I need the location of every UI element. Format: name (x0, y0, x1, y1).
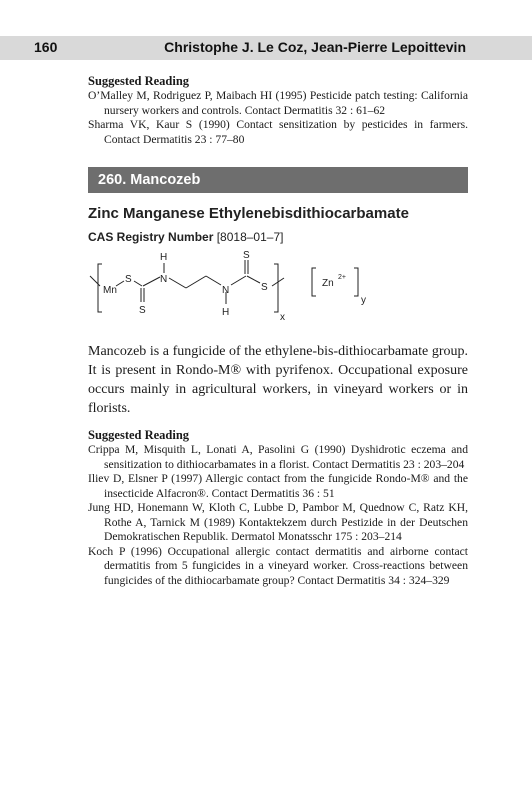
zn-label: Zn (322, 278, 334, 289)
y-subscript: y (361, 295, 366, 306)
n-label-2: N (222, 285, 230, 296)
n-c-bond (231, 276, 246, 285)
section-title-band (88, 167, 468, 193)
cas-label: CAS Registry Number (88, 230, 214, 244)
reference-item: Jung HD, Honemann W, Kloth C, Lubbe D, Pambor M, Quednow C, Ratz KH, Rothe A, Tarnick M (1989) Kontaktekzem durch Pestizide in der Deutschen Demokratischen Republik. Dermatol Monatsschr 175 : 203–214 (88, 501, 468, 543)
reference-item: Iliev D, Elsner P (1997) Allergic contact from the fungicide Rondo-M® and the insecticide Alfacron®. Contact Dermatitis 36 : 51 (88, 472, 468, 500)
suggested-reading-heading: Suggested Reading (88, 428, 190, 442)
s-label-1: S (125, 274, 132, 285)
s-label-2: S (139, 305, 146, 316)
page-number: 160 (34, 39, 58, 55)
s-c-bond (134, 281, 142, 286)
c-s-bond (247, 276, 260, 283)
running-head-authors: Christophe J. Le Coz, Jean-Pierre Lepoittevin (164, 39, 466, 55)
reference-item: Koch P (1996) Occupational allergic contact dermatitis and airborne contact dermatitis from 5 fungicides in a vineyard worker. Cross-reactions between fungicides of the dithiocarbamate group? Contact Dermatitis 34 : 324–329 (88, 544, 468, 587)
reference-item: O’Malley M, Rodriguez P, Maibach HI (1995) Pesticide patch testing: California nursery workers and controls. Contact Dermatitis 32 : 61–62 (88, 89, 468, 117)
cas-registry (88, 230, 468, 244)
h-label-2: H (222, 307, 230, 318)
mn-s-bond (116, 281, 124, 286)
x-subscript: x (280, 312, 285, 323)
section-title: 260. Mancozeb (98, 172, 201, 188)
n-label-1: N (160, 274, 168, 285)
mn-label: Mn (103, 285, 117, 296)
s-label-4: S (261, 282, 268, 293)
chemical-structure-diagram (88, 248, 468, 328)
page-content (88, 74, 468, 588)
body-paragraph: Mancozeb is a fungicide of the ethylene-bis-dithiocarbamate group. It is present in Rondo-M® with pyrifenox. Occupational exposure occurs mainly in agricultural workers, in vineyard workers or in florists. (88, 344, 468, 416)
cas-number: [8018–01–7] (216, 230, 284, 244)
ch2-ch2-bond (186, 276, 206, 288)
zn-left-bracket (312, 268, 316, 296)
left-bracket (98, 264, 102, 312)
ch2-n-bond (206, 276, 221, 285)
zn-charge-label: 2+ (338, 274, 346, 281)
s-label-3: S (243, 250, 250, 261)
n-ch2-bond (169, 278, 186, 288)
right-bracket (274, 264, 278, 312)
zn-right-bracket (354, 268, 358, 296)
reference-item: Crippa M, Misquith L, Lonati A, Pasolini G (1990) Dyshidrotic eczema and sensitization to dithiocarbamates in a florist. Contact Dermatitis 23 : 203–204 (88, 443, 468, 471)
suggested-reading-heading: Suggested Reading (88, 74, 190, 88)
reference-item: Sharma VK, Kaur S (1990) Contact sensitization by pesticides in farmers. Contact Dermatitis 23 : 77–80 (88, 118, 468, 146)
c-n-bond (143, 277, 160, 286)
chemical-name: Zinc Manganese Ethylenebisdithiocarbamate (88, 205, 409, 222)
h-label-1: H (160, 252, 168, 263)
